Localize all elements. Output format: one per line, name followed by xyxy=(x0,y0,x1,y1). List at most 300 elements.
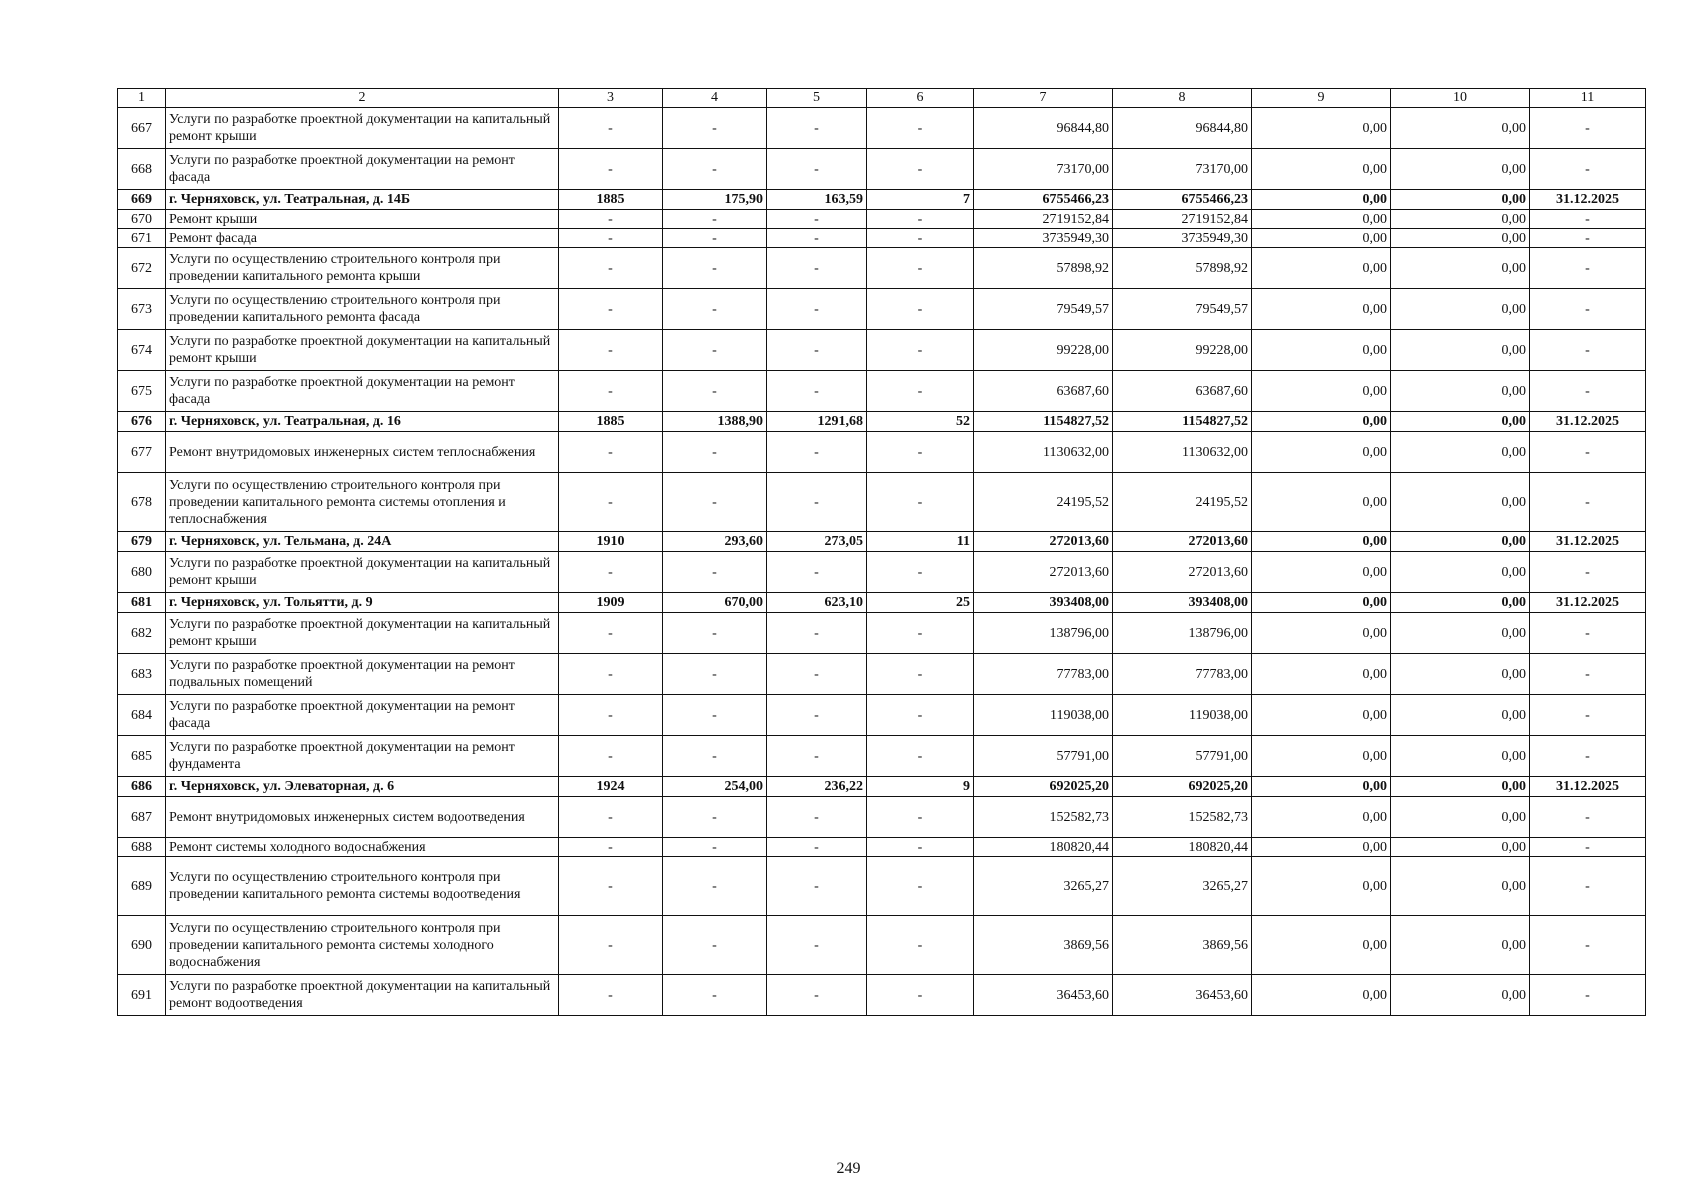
table-row xyxy=(118,149,1646,190)
col-6-cell: - xyxy=(867,229,974,248)
col-6-cell: 9 xyxy=(867,777,974,797)
column-number-header: 3 xyxy=(559,89,663,108)
row-name-cell: Услуги по разработке проектной документации на ремонт фасада xyxy=(166,371,559,412)
col-5-cell: - xyxy=(767,210,867,229)
table-row xyxy=(118,916,1646,975)
col-4-cell: - xyxy=(663,371,767,412)
col-4-cell: 175,90 xyxy=(663,190,767,210)
col-8-cell: 24195,52 xyxy=(1113,473,1252,532)
col-7-cell: 2719152,84 xyxy=(974,210,1113,229)
col-4-cell: - xyxy=(663,289,767,330)
col-3-cell: - xyxy=(559,797,663,838)
col-11-cell: - xyxy=(1530,330,1646,371)
column-number-header-row xyxy=(118,89,1646,108)
row-number-cell: 668 xyxy=(118,149,166,190)
col-9-cell: 0,00 xyxy=(1252,613,1391,654)
col-6-cell: - xyxy=(867,695,974,736)
col-4-cell: - xyxy=(663,330,767,371)
register-table xyxy=(117,88,1646,1016)
col-7-cell: 692025,20 xyxy=(974,777,1113,797)
col-5-cell: - xyxy=(767,149,867,190)
col-10-cell: 0,00 xyxy=(1391,613,1530,654)
address-row xyxy=(118,532,1646,552)
row-name-cell: Услуги по разработке проектной документации на капитальный ремонт крыши xyxy=(166,552,559,593)
col-3-cell: - xyxy=(559,289,663,330)
col-7-cell: 96844,80 xyxy=(974,108,1113,149)
col-6-cell: - xyxy=(867,330,974,371)
col-11-cell: - xyxy=(1530,108,1646,149)
col-5-cell: - xyxy=(767,654,867,695)
col-7-cell: 73170,00 xyxy=(974,149,1113,190)
column-number-header: 10 xyxy=(1391,89,1530,108)
col-11-cell: - xyxy=(1530,916,1646,975)
col-6-cell: - xyxy=(867,857,974,916)
col-9-cell: 0,00 xyxy=(1252,777,1391,797)
column-number-header: 9 xyxy=(1252,89,1391,108)
row-name-cell: Ремонт внутридомовых инженерных систем водоотведения xyxy=(166,797,559,838)
col-5-cell: - xyxy=(767,613,867,654)
row-number-cell: 683 xyxy=(118,654,166,695)
col-5-cell: - xyxy=(767,797,867,838)
col-9-cell: 0,00 xyxy=(1252,371,1391,412)
col-7-cell: 393408,00 xyxy=(974,593,1113,613)
col-9-cell: 0,00 xyxy=(1252,654,1391,695)
col-9-cell: 0,00 xyxy=(1252,916,1391,975)
col-11-cell: 31.12.2025 xyxy=(1530,190,1646,210)
col-10-cell: 0,00 xyxy=(1391,412,1530,432)
col-9-cell: 0,00 xyxy=(1252,412,1391,432)
address-row xyxy=(118,777,1646,797)
col-11-cell: - xyxy=(1530,838,1646,857)
table-row xyxy=(118,210,1646,229)
col-6-cell: - xyxy=(867,654,974,695)
col-3-cell: 1909 xyxy=(559,593,663,613)
col-4-cell: 254,00 xyxy=(663,777,767,797)
address-row xyxy=(118,412,1646,432)
row-name-cell: Услуги по разработке проектной документации на ремонт фасада xyxy=(166,149,559,190)
table-row xyxy=(118,975,1646,1016)
col-11-cell: - xyxy=(1530,210,1646,229)
row-number-cell: 675 xyxy=(118,371,166,412)
col-4-cell: - xyxy=(663,473,767,532)
col-3-cell: - xyxy=(559,613,663,654)
col-9-cell: 0,00 xyxy=(1252,190,1391,210)
col-8-cell: 3869,56 xyxy=(1113,916,1252,975)
col-10-cell: 0,00 xyxy=(1391,552,1530,593)
col-6-cell: - xyxy=(867,248,974,289)
row-name-cell: Ремонт системы холодного водоснабжения xyxy=(166,838,559,857)
col-4-cell: - xyxy=(663,797,767,838)
col-11-cell: 31.12.2025 xyxy=(1530,593,1646,613)
col-5-cell: 273,05 xyxy=(767,532,867,552)
row-name-cell: г. Черняховск, ул. Тольятти, д. 9 xyxy=(166,593,559,613)
col-10-cell: 0,00 xyxy=(1391,248,1530,289)
row-name-cell: Услуги по разработке проектной документации на капитальный ремонт крыши xyxy=(166,108,559,149)
col-6-cell: - xyxy=(867,473,974,532)
col-6-cell: - xyxy=(867,210,974,229)
col-11-cell: - xyxy=(1530,654,1646,695)
col-4-cell: - xyxy=(663,654,767,695)
col-11-cell: - xyxy=(1530,797,1646,838)
row-number-cell: 681 xyxy=(118,593,166,613)
row-name-cell: Услуги по осуществлению строительного контроля при проведении капитального ремонта системы холодного водоснабжения xyxy=(166,916,559,975)
col-6-cell: 7 xyxy=(867,190,974,210)
col-8-cell: 3265,27 xyxy=(1113,857,1252,916)
col-8-cell: 57898,92 xyxy=(1113,248,1252,289)
col-4-cell: 1388,90 xyxy=(663,412,767,432)
col-3-cell: 1885 xyxy=(559,412,663,432)
col-5-cell: - xyxy=(767,330,867,371)
table-row xyxy=(118,857,1646,916)
col-7-cell: 99228,00 xyxy=(974,330,1113,371)
table-row xyxy=(118,695,1646,736)
col-4-cell: - xyxy=(663,149,767,190)
col-10-cell: 0,00 xyxy=(1391,330,1530,371)
col-8-cell: 272013,60 xyxy=(1113,532,1252,552)
col-10-cell: 0,00 xyxy=(1391,108,1530,149)
address-row xyxy=(118,593,1646,613)
col-3-cell: - xyxy=(559,857,663,916)
col-3-cell: - xyxy=(559,695,663,736)
row-name-cell: г. Черняховск, ул. Театральная, д. 16 xyxy=(166,412,559,432)
col-11-cell: - xyxy=(1530,736,1646,777)
row-number-cell: 670 xyxy=(118,210,166,229)
row-name-cell: Ремонт фасада xyxy=(166,229,559,248)
col-8-cell: 79549,57 xyxy=(1113,289,1252,330)
col-10-cell: 0,00 xyxy=(1391,432,1530,473)
col-8-cell: 36453,60 xyxy=(1113,975,1252,1016)
row-name-cell: Услуги по осуществлению строительного контроля при проведении капитального ремонта системы отопления и теплоснабжения xyxy=(166,473,559,532)
col-10-cell: 0,00 xyxy=(1391,149,1530,190)
col-10-cell: 0,00 xyxy=(1391,532,1530,552)
col-4-cell: - xyxy=(663,975,767,1016)
col-5-cell: - xyxy=(767,695,867,736)
row-name-cell: Ремонт крыши xyxy=(166,210,559,229)
row-number-cell: 690 xyxy=(118,916,166,975)
col-10-cell: 0,00 xyxy=(1391,975,1530,1016)
table-row xyxy=(118,108,1646,149)
col-9-cell: 0,00 xyxy=(1252,108,1391,149)
col-7-cell: 57898,92 xyxy=(974,248,1113,289)
table-row xyxy=(118,613,1646,654)
col-8-cell: 73170,00 xyxy=(1113,149,1252,190)
column-number-header: 11 xyxy=(1530,89,1646,108)
col-8-cell: 272013,60 xyxy=(1113,552,1252,593)
col-8-cell: 692025,20 xyxy=(1113,777,1252,797)
col-8-cell: 57791,00 xyxy=(1113,736,1252,777)
column-number-header: 7 xyxy=(974,89,1113,108)
row-name-cell: Услуги по осуществлению строительного контроля при проведении капитального ремонта крыши xyxy=(166,248,559,289)
col-9-cell: 0,00 xyxy=(1252,838,1391,857)
col-5-cell: - xyxy=(767,371,867,412)
col-10-cell: 0,00 xyxy=(1391,857,1530,916)
col-11-cell: - xyxy=(1530,552,1646,593)
col-8-cell: 393408,00 xyxy=(1113,593,1252,613)
col-6-cell: 52 xyxy=(867,412,974,432)
col-11-cell: 31.12.2025 xyxy=(1530,412,1646,432)
col-4-cell: - xyxy=(663,210,767,229)
col-3-cell: - xyxy=(559,838,663,857)
col-6-cell: - xyxy=(867,432,974,473)
col-9-cell: 0,00 xyxy=(1252,289,1391,330)
column-number-header: 1 xyxy=(118,89,166,108)
row-name-cell: Услуги по разработке проектной документации на ремонт подвальных помещений xyxy=(166,654,559,695)
col-9-cell: 0,00 xyxy=(1252,210,1391,229)
row-name-cell: Ремонт внутридомовых инженерных систем теплоснабжения xyxy=(166,432,559,473)
col-5-cell: - xyxy=(767,229,867,248)
col-7-cell: 180820,44 xyxy=(974,838,1113,857)
col-4-cell: - xyxy=(663,916,767,975)
row-number-cell: 671 xyxy=(118,229,166,248)
row-number-cell: 677 xyxy=(118,432,166,473)
col-9-cell: 0,00 xyxy=(1252,330,1391,371)
col-3-cell: - xyxy=(559,736,663,777)
col-7-cell: 24195,52 xyxy=(974,473,1113,532)
row-name-cell: Услуги по осуществлению строительного контроля при проведении капитального ремонта фасада xyxy=(166,289,559,330)
row-name-cell: Услуги по разработке проектной документации на ремонт фундамента xyxy=(166,736,559,777)
col-5-cell: - xyxy=(767,432,867,473)
row-number-cell: 678 xyxy=(118,473,166,532)
col-11-cell: - xyxy=(1530,613,1646,654)
col-3-cell: 1924 xyxy=(559,777,663,797)
row-number-cell: 687 xyxy=(118,797,166,838)
col-5-cell: - xyxy=(767,248,867,289)
col-10-cell: 0,00 xyxy=(1391,916,1530,975)
col-4-cell: - xyxy=(663,432,767,473)
col-7-cell: 57791,00 xyxy=(974,736,1113,777)
column-number-header: 5 xyxy=(767,89,867,108)
row-name-cell: Услуги по разработке проектной документации на капитальный ремонт крыши xyxy=(166,330,559,371)
col-4-cell: - xyxy=(663,552,767,593)
col-11-cell: - xyxy=(1530,473,1646,532)
col-6-cell: - xyxy=(867,613,974,654)
row-number-cell: 686 xyxy=(118,777,166,797)
col-3-cell: 1910 xyxy=(559,532,663,552)
col-7-cell: 36453,60 xyxy=(974,975,1113,1016)
col-9-cell: 0,00 xyxy=(1252,857,1391,916)
row-name-cell: г. Черняховск, ул. Элеваторная, д. 6 xyxy=(166,777,559,797)
col-7-cell: 6755466,23 xyxy=(974,190,1113,210)
col-7-cell: 152582,73 xyxy=(974,797,1113,838)
col-3-cell: - xyxy=(559,229,663,248)
col-4-cell: - xyxy=(663,695,767,736)
col-8-cell: 77783,00 xyxy=(1113,654,1252,695)
col-5-cell: 1291,68 xyxy=(767,412,867,432)
col-10-cell: 0,00 xyxy=(1391,695,1530,736)
col-10-cell: 0,00 xyxy=(1391,838,1530,857)
row-number-cell: 688 xyxy=(118,838,166,857)
col-10-cell: 0,00 xyxy=(1391,371,1530,412)
col-9-cell: 0,00 xyxy=(1252,532,1391,552)
col-6-cell: - xyxy=(867,736,974,777)
col-3-cell: - xyxy=(559,210,663,229)
row-name-cell: Услуги по осуществлению строительного контроля при проведении капитального ремонта системы водоотведения xyxy=(166,857,559,916)
row-number-cell: 673 xyxy=(118,289,166,330)
col-3-cell: 1885 xyxy=(559,190,663,210)
row-number-cell: 691 xyxy=(118,975,166,1016)
row-number-cell: 674 xyxy=(118,330,166,371)
col-9-cell: 0,00 xyxy=(1252,552,1391,593)
col-10-cell: 0,00 xyxy=(1391,797,1530,838)
col-11-cell: - xyxy=(1530,371,1646,412)
col-4-cell: - xyxy=(663,248,767,289)
col-3-cell: - xyxy=(559,371,663,412)
table-row xyxy=(118,797,1646,838)
col-5-cell: - xyxy=(767,857,867,916)
col-10-cell: 0,00 xyxy=(1391,190,1530,210)
col-10-cell: 0,00 xyxy=(1391,210,1530,229)
col-6-cell: - xyxy=(867,108,974,149)
col-6-cell: - xyxy=(867,797,974,838)
col-5-cell: 623,10 xyxy=(767,593,867,613)
col-11-cell: - xyxy=(1530,857,1646,916)
col-4-cell: - xyxy=(663,838,767,857)
row-name-cell: Услуги по разработке проектной документации на капитальный ремонт водоотведения xyxy=(166,975,559,1016)
col-5-cell: - xyxy=(767,736,867,777)
col-5-cell: - xyxy=(767,916,867,975)
row-name-cell: г. Черняховск, ул. Тельмана, д. 24А xyxy=(166,532,559,552)
col-9-cell: 0,00 xyxy=(1252,432,1391,473)
col-6-cell: - xyxy=(867,838,974,857)
row-number-cell: 679 xyxy=(118,532,166,552)
table-row xyxy=(118,330,1646,371)
column-number-header: 6 xyxy=(867,89,974,108)
col-8-cell: 96844,80 xyxy=(1113,108,1252,149)
col-4-cell: - xyxy=(663,857,767,916)
row-number-cell: 689 xyxy=(118,857,166,916)
col-5-cell: 236,22 xyxy=(767,777,867,797)
col-3-cell: - xyxy=(559,473,663,532)
col-5-cell: - xyxy=(767,108,867,149)
column-number-header: 4 xyxy=(663,89,767,108)
col-7-cell: 77783,00 xyxy=(974,654,1113,695)
col-6-cell: 25 xyxy=(867,593,974,613)
table-row xyxy=(118,289,1646,330)
col-8-cell: 119038,00 xyxy=(1113,695,1252,736)
col-8-cell: 3735949,30 xyxy=(1113,229,1252,248)
table-row xyxy=(118,736,1646,777)
col-5-cell: 163,59 xyxy=(767,190,867,210)
col-10-cell: 0,00 xyxy=(1391,289,1530,330)
col-10-cell: 0,00 xyxy=(1391,777,1530,797)
col-7-cell: 272013,60 xyxy=(974,552,1113,593)
row-name-cell: г. Черняховск, ул. Театральная, д. 14Б xyxy=(166,190,559,210)
col-9-cell: 0,00 xyxy=(1252,473,1391,532)
row-name-cell: Услуги по разработке проектной документации на ремонт фасада xyxy=(166,695,559,736)
page-number: 249 xyxy=(836,1160,861,1177)
row-number-cell: 676 xyxy=(118,412,166,432)
col-4-cell: 293,60 xyxy=(663,532,767,552)
col-8-cell: 1154827,52 xyxy=(1113,412,1252,432)
col-4-cell: - xyxy=(663,108,767,149)
col-3-cell: - xyxy=(559,432,663,473)
col-9-cell: 0,00 xyxy=(1252,736,1391,777)
col-6-cell: - xyxy=(867,916,974,975)
table-row xyxy=(118,229,1646,248)
col-3-cell: - xyxy=(559,248,663,289)
col-5-cell: - xyxy=(767,289,867,330)
col-8-cell: 152582,73 xyxy=(1113,797,1252,838)
col-11-cell: - xyxy=(1530,289,1646,330)
table-row xyxy=(118,552,1646,593)
col-4-cell: - xyxy=(663,613,767,654)
col-11-cell: 31.12.2025 xyxy=(1530,777,1646,797)
col-11-cell: - xyxy=(1530,432,1646,473)
col-10-cell: 0,00 xyxy=(1391,593,1530,613)
row-number-cell: 680 xyxy=(118,552,166,593)
col-9-cell: 0,00 xyxy=(1252,797,1391,838)
table-body xyxy=(118,89,1646,1016)
table-row xyxy=(118,654,1646,695)
column-number-header: 8 xyxy=(1113,89,1252,108)
col-6-cell: - xyxy=(867,289,974,330)
col-4-cell: - xyxy=(663,736,767,777)
column-number-header: 2 xyxy=(166,89,559,108)
col-7-cell: 3735949,30 xyxy=(974,229,1113,248)
col-6-cell: - xyxy=(867,371,974,412)
col-7-cell: 272013,60 xyxy=(974,532,1113,552)
col-8-cell: 2719152,84 xyxy=(1113,210,1252,229)
col-8-cell: 63687,60 xyxy=(1113,371,1252,412)
table-row xyxy=(118,838,1646,857)
col-3-cell: - xyxy=(559,108,663,149)
col-3-cell: - xyxy=(559,975,663,1016)
col-9-cell: 0,00 xyxy=(1252,975,1391,1016)
col-3-cell: - xyxy=(559,552,663,593)
row-number-cell: 682 xyxy=(118,613,166,654)
table-row xyxy=(118,473,1646,532)
col-7-cell: 79549,57 xyxy=(974,289,1113,330)
col-5-cell: - xyxy=(767,552,867,593)
col-11-cell: - xyxy=(1530,149,1646,190)
col-5-cell: - xyxy=(767,473,867,532)
address-row xyxy=(118,190,1646,210)
col-7-cell: 138796,00 xyxy=(974,613,1113,654)
col-11-cell: 31.12.2025 xyxy=(1530,532,1646,552)
col-6-cell: - xyxy=(867,149,974,190)
col-7-cell: 1130632,00 xyxy=(974,432,1113,473)
row-name-cell: Услуги по разработке проектной документации на капитальный ремонт крыши xyxy=(166,613,559,654)
col-8-cell: 6755466,23 xyxy=(1113,190,1252,210)
table-row xyxy=(118,371,1646,412)
col-9-cell: 0,00 xyxy=(1252,149,1391,190)
col-11-cell: - xyxy=(1530,695,1646,736)
col-10-cell: 0,00 xyxy=(1391,736,1530,777)
row-number-cell: 669 xyxy=(118,190,166,210)
row-number-cell: 685 xyxy=(118,736,166,777)
col-8-cell: 138796,00 xyxy=(1113,613,1252,654)
table-row xyxy=(118,248,1646,289)
col-3-cell: - xyxy=(559,916,663,975)
col-6-cell: 11 xyxy=(867,532,974,552)
col-9-cell: 0,00 xyxy=(1252,593,1391,613)
col-10-cell: 0,00 xyxy=(1391,473,1530,532)
col-11-cell: - xyxy=(1530,975,1646,1016)
table-row xyxy=(118,432,1646,473)
row-number-cell: 667 xyxy=(118,108,166,149)
col-7-cell: 63687,60 xyxy=(974,371,1113,412)
col-7-cell: 1154827,52 xyxy=(974,412,1113,432)
row-number-cell: 684 xyxy=(118,695,166,736)
col-9-cell: 0,00 xyxy=(1252,695,1391,736)
col-11-cell: - xyxy=(1530,248,1646,289)
col-6-cell: - xyxy=(867,552,974,593)
col-3-cell: - xyxy=(559,654,663,695)
col-4-cell: - xyxy=(663,229,767,248)
col-10-cell: 0,00 xyxy=(1391,229,1530,248)
col-7-cell: 119038,00 xyxy=(974,695,1113,736)
col-8-cell: 180820,44 xyxy=(1113,838,1252,857)
